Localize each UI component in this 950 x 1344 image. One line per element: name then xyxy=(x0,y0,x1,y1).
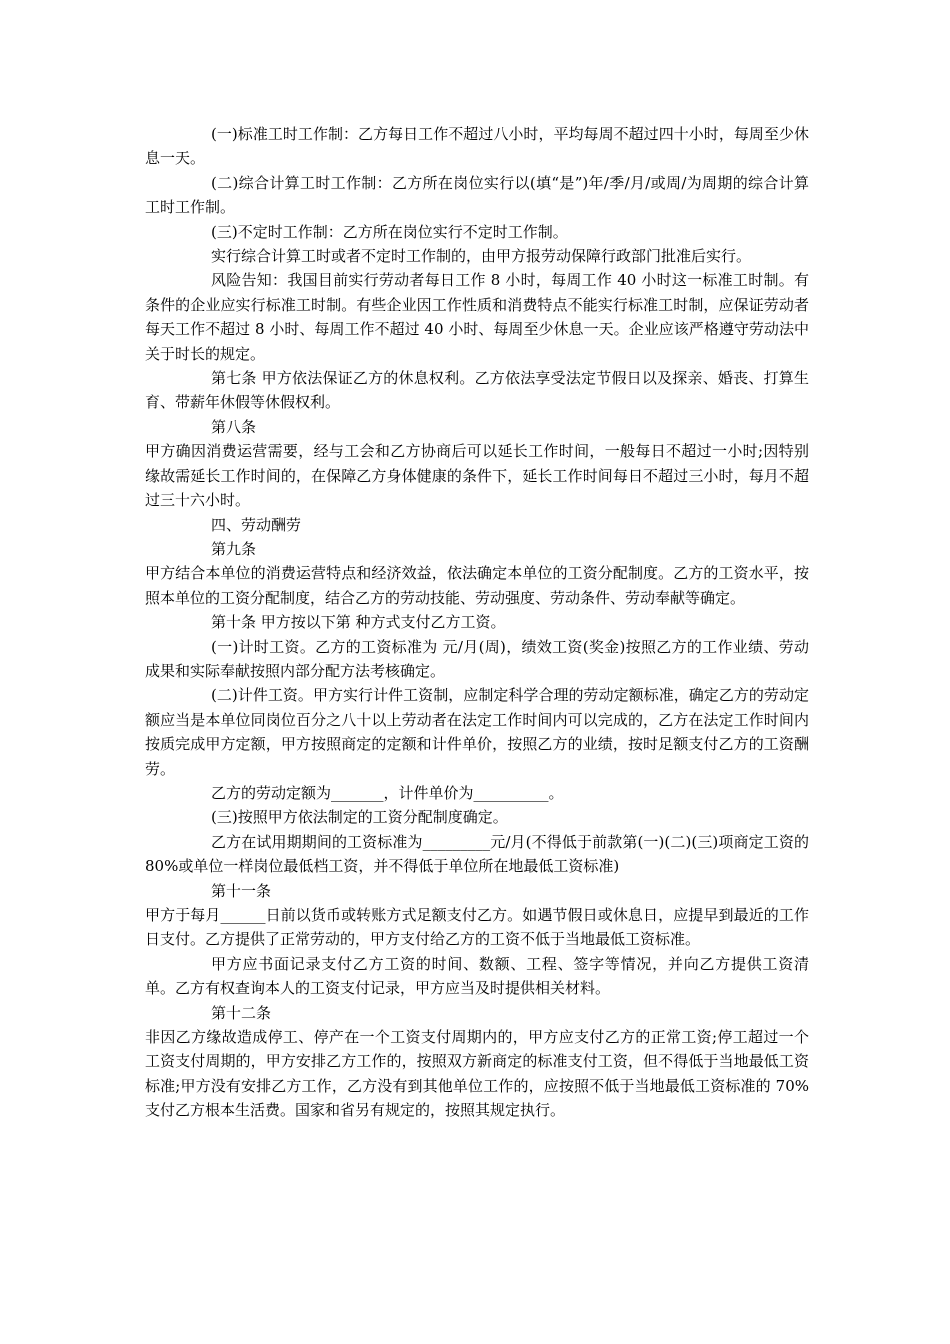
paragraph-labor-quota: 乙方的劳动定额为_______，计件单价为__________。 xyxy=(211,783,564,802)
paragraph-article-11-body: 甲方于每月______日前以货币或转账方式足额支付乙方。如遇节假日或休息日，应提早到最近的工作日支付。乙方提供了正常劳动的，甲方支付给乙方的工资不低于当地最低工资标准。 xyxy=(145,906,809,949)
paragraph-article-8-body: 甲方确因消费运营需要，经与工会和乙方协商后可以延长工作时间，一般每日不超过一小时;因特别缘故需延长工作时间的，在保障乙方身体健康的条件下，延长工作时间每日不超过三小时，每月不超过三十六小时。 xyxy=(145,442,809,510)
section-heading-remuneration: 四、劳动酬劳 xyxy=(211,515,302,534)
heading-article-9: 第九条 xyxy=(211,539,257,558)
paragraph-approval: 实行综合计算工时或者不定时工作制的，由甲方报劳动保障行政部门批准后实行。 xyxy=(211,247,752,266)
heading-article-8: 第八条 xyxy=(211,417,257,436)
paragraph-article-7: 第七条 甲方依法保证乙方的休息权利。乙方依法享受法定节假日以及探亲、婚丧、打算生育、带薪年休假等休假权利。 xyxy=(145,369,809,412)
paragraph-probation-wage: 乙方在试用期期间的工资标准为_________元/月(不得低于前款第(一)(二)(三)项商定工资的 80%或单位一样岗位最低档工资，并不得低于单位所在地最低工资标准) xyxy=(145,832,809,876)
paragraph-hourly-wage: (一)计时工资。乙方的工资标准为 元/月(周)，绩效工资(奖金)按照乙方的工作业绩、劳动成果和实际奉献按照内部分配方法考核确定。 xyxy=(145,637,809,680)
paragraph-comprehensive-hours: (二)综合计算工时工作制：乙方所在岗位实行以(填“是”)年/季/月/或周/为周期的综合计算工时工作制。 xyxy=(145,173,809,217)
paragraph-risk-notice: 风险告知：我国目前实行劳动者每日工作 8 小时，每周工作 40 小时这一标准工时制。有条件的企业应实行标准工时制。有些企业因工作性质和消费特点不能实行标准工时制，应保证劳动者每天工作不超过 8 小时、每周工作不超过 40 小时、每周至少休息一天。企业应该严格遵守劳动法中关于时长的规定。 xyxy=(145,271,809,363)
paragraph-irregular-hours: (三)不定时工作制：乙方所在岗位实行不定时工作制。 xyxy=(211,222,568,241)
paragraph-article-12-body: 非因乙方缘故造成停工、停产在一个工资支付周期内的，甲方应支付乙方的正常工资;停工超过一个工资支付周期的，甲方安排乙方工作的，按照双方新商定的标准支付工资，但不得低于当地最低工资标准;甲方没有安排乙方工作，乙方没有到其他单位工作的，应按照不低于当地最低工资标准的 70%支付乙方根本生活费。国家和省另有规定的，按照其规定执行。 xyxy=(145,1028,809,1120)
document-body xyxy=(145,122,809,1123)
paragraph-wage-system: (三)按照甲方依法制定的工资分配制度确定。 xyxy=(211,808,508,827)
paragraph-standard-hours: (一)标准工时工作制：乙方每日工作不超过八小时，平均每周不超过四十小时，每周至少休息一天。 xyxy=(145,125,809,168)
paragraph-article-10: 第十条 甲方按以下第 种方式支付乙方工资。 xyxy=(211,613,506,632)
paragraph-article-9-body: 甲方结合本单位的消费运营特点和经济效益，依法确定本单位的工资分配制度。乙方的工资水平，按照本单位的工资分配制度，结合乙方的劳动技能、劳动强度、劳动条件、劳动奉献等确定。 xyxy=(145,564,809,607)
paragraph-wage-records: 甲方应书面记录支付乙方工资的时间、数额、工程、签字等情况，并向乙方提供工资清单。乙方有权查询本人的工资支付记录，甲方应当及时提供相关材料。 xyxy=(145,954,809,998)
paragraph-piece-wage: (二)计件工资。甲方实行计件工资制，应制定科学合理的劳动定额标准，确定乙方的劳动定额应当是本单位同岗位百分之八十以上劳动者在法定工作时间内可以完成的，乙方在法定工作时间内按质完成甲方定额，甲方按照商定的定额和计件单价，按照乙方的业绩，按时足额支付乙方的工资酬劳。 xyxy=(145,686,809,778)
heading-article-11: 第十一条 xyxy=(211,881,272,900)
heading-article-12: 第十二条 xyxy=(211,1003,272,1022)
